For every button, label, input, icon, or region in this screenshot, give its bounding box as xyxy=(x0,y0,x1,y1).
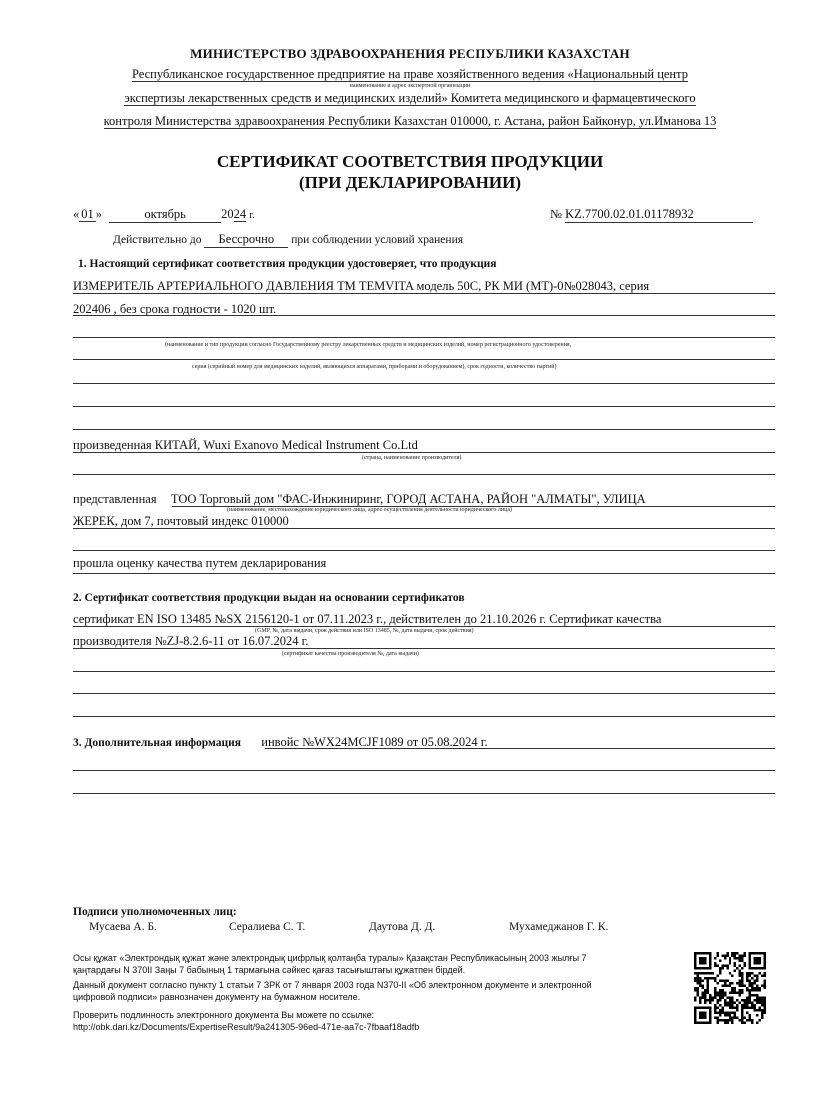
footer-ru-line-2: цифровой подписи» равнозначен документу на бумажном носителе. xyxy=(73,992,361,1002)
presented-by: представленная ТОО Торговый дом "ФАС-Инжиниринг, ГОРОД АСТАНА, РАЙОН "АЛМАТЫ", УЛИЦА xyxy=(73,492,646,506)
basis-line-1: сертификат EN ISO 13485 №SX 2156120-1 от 07.11.2023 г., действителен до 21.10.2026 г. Сертификат качества xyxy=(73,612,662,626)
signatory-3: Даутова Д. Д. xyxy=(369,921,436,933)
certificate-title: СЕРТИФИКАТ СООТВЕТСТВИЯ ПРОДУКЦИИ xyxy=(216,152,604,171)
footer-kz-line-2: қаңтардағы N 370II Заңы 7 бабының 1 тармағына сәйкес қағаз тасығыштағы құжатпен бірдей. xyxy=(73,965,466,975)
footer-verify-link[interactable]: http://obk.dari.kz/Documents/ExpertiseResult/9a241305-96ed-471e-aa7c-7fbaaf18adfb xyxy=(73,1022,420,1032)
assessment-statement: прошла оценку качества путем декларирования xyxy=(73,556,327,570)
qr-code-icon xyxy=(694,952,766,1024)
org-line-1: Республиканское государственное предприятие на праве хозяйственного ведения «Национальный центр xyxy=(131,67,688,81)
signatory-4: Мухамеджанов Г. К. xyxy=(509,921,609,933)
date-month: октябрь xyxy=(109,207,221,223)
validity-value: Бессрочно xyxy=(204,232,288,248)
org-caption: наименование и адрес экспертной организации xyxy=(349,83,471,89)
certificate-number: № KZ.7700.02.01.01178932 xyxy=(550,207,753,223)
footer-kz-line-1: Осы құжат «Электрондық құжат және электрондық цифрлық қолтаңба туралы» Қазақстан Республикасының 2003 жылғы 7 xyxy=(73,953,587,963)
signatory-1: Мусаева А. Б. xyxy=(89,921,157,933)
section-3-heading: 3. Дополнительная информация xyxy=(73,737,242,749)
basis-caption-1: (GMP, №, дата выдачи, срок действия или ISO 13485, №, дата выдачи, срок действия) xyxy=(255,628,474,634)
section-1-heading: 1. Настоящий сертификат соответствия продукции удостоверяет, что продукция xyxy=(78,258,497,270)
footer-ru-line-1: Данный документ согласно пункту 1 статьи 7 ЗРК от 7 января 2003 года N370-II «Об электронном документе и электронной xyxy=(73,980,592,990)
presented-caption: (наименование, местонахождение юридического лица, адрес осуществления деятельности юридического лица) xyxy=(227,507,512,513)
signatures-heading: Подписи уполномоченных лиц: xyxy=(73,906,237,918)
manufactured-by: произведенная КИТАЙ, Wuxi Exanovo Medical Instrument Co.Ltd xyxy=(73,438,418,452)
org-line-3: контроля Министерства здравоохранения Республики Казахстан 010000, г. Астана, район Байконур, ул.Иманова 13 xyxy=(103,114,717,128)
manufacturer-caption: (страна, наименование производителя) xyxy=(362,455,462,461)
date-day: 01 xyxy=(81,207,94,221)
signatory-2: Сералиева С. Т. xyxy=(229,921,306,933)
org-line-2: экспертизы лекарственных средств и медицинских изделий» Комитета медицинского и фармацевтического xyxy=(124,91,696,105)
manufacturer-value: КИТАЙ, Wuxi Exanovo Medical Instrument Co.Ltd xyxy=(154,438,418,452)
issue-date: « 01 » октябрь 2024 г. xyxy=(73,207,255,221)
footer-verify-text: Проверить подлинность электронного документа Вы можете по ссылке: xyxy=(73,1010,375,1020)
certificate-number-value: KZ.7700.02.01.01178932 xyxy=(565,207,753,223)
ministry-title: МИНИСТЕРСТВО ЗДРАВООХРАНЕНИЯ РЕСПУБЛИКИ КАЗАХСТАН xyxy=(190,46,630,61)
presented-value-line-2: ЖЕРЕК, дом 7, почтовый индекс 010000 xyxy=(73,514,289,528)
validity: Действительно до Бессрочно при соблюдении условий хранения xyxy=(113,232,464,246)
product-caption-1: (наименование и тип продукции согласно Государственному реестру лекарственных средств и медицинских изделий, номер регистрационного удостоверения, xyxy=(165,342,572,348)
section-2-heading: 2. Сертификат соответствия продукции выдан на основании сертификатов xyxy=(73,592,465,604)
product-line-2: 202406 , без срока годности - 1020 шт. xyxy=(73,302,277,316)
basis-line-2: производителя №ZJ-8.2.6-11 от 16.07.2024 г. xyxy=(73,634,309,648)
product-caption-2: серия (серийный номер для медицинских изделий, являющихся аппаратами, приборами и оборудованием), срок годности, количество партий) xyxy=(192,364,557,370)
presented-value-line-1: ТОО Торговый дом "ФАС-Инжиниринг, ГОРОД АСТАНА, РАЙОН "АЛМАТЫ", УЛИЦА xyxy=(170,492,646,506)
product-line-1: ИЗМЕРИТЕЛЬ АРТЕРИАЛЬНОГО ДАВЛЕНИЯ ТМ TEMVITA модель 50С, РК МИ (МТ)-0№028043, серия xyxy=(73,279,650,293)
basis-caption-2: (сертификат качества производителя №, дата выдачи) xyxy=(282,651,419,657)
additional-info-value: инвойс №WX24MCJF1089 от 05.08.2024 г. xyxy=(261,735,488,749)
certificate-subtitle: (ПРИ ДЕКЛАРИРОВАНИИ) xyxy=(298,173,522,192)
